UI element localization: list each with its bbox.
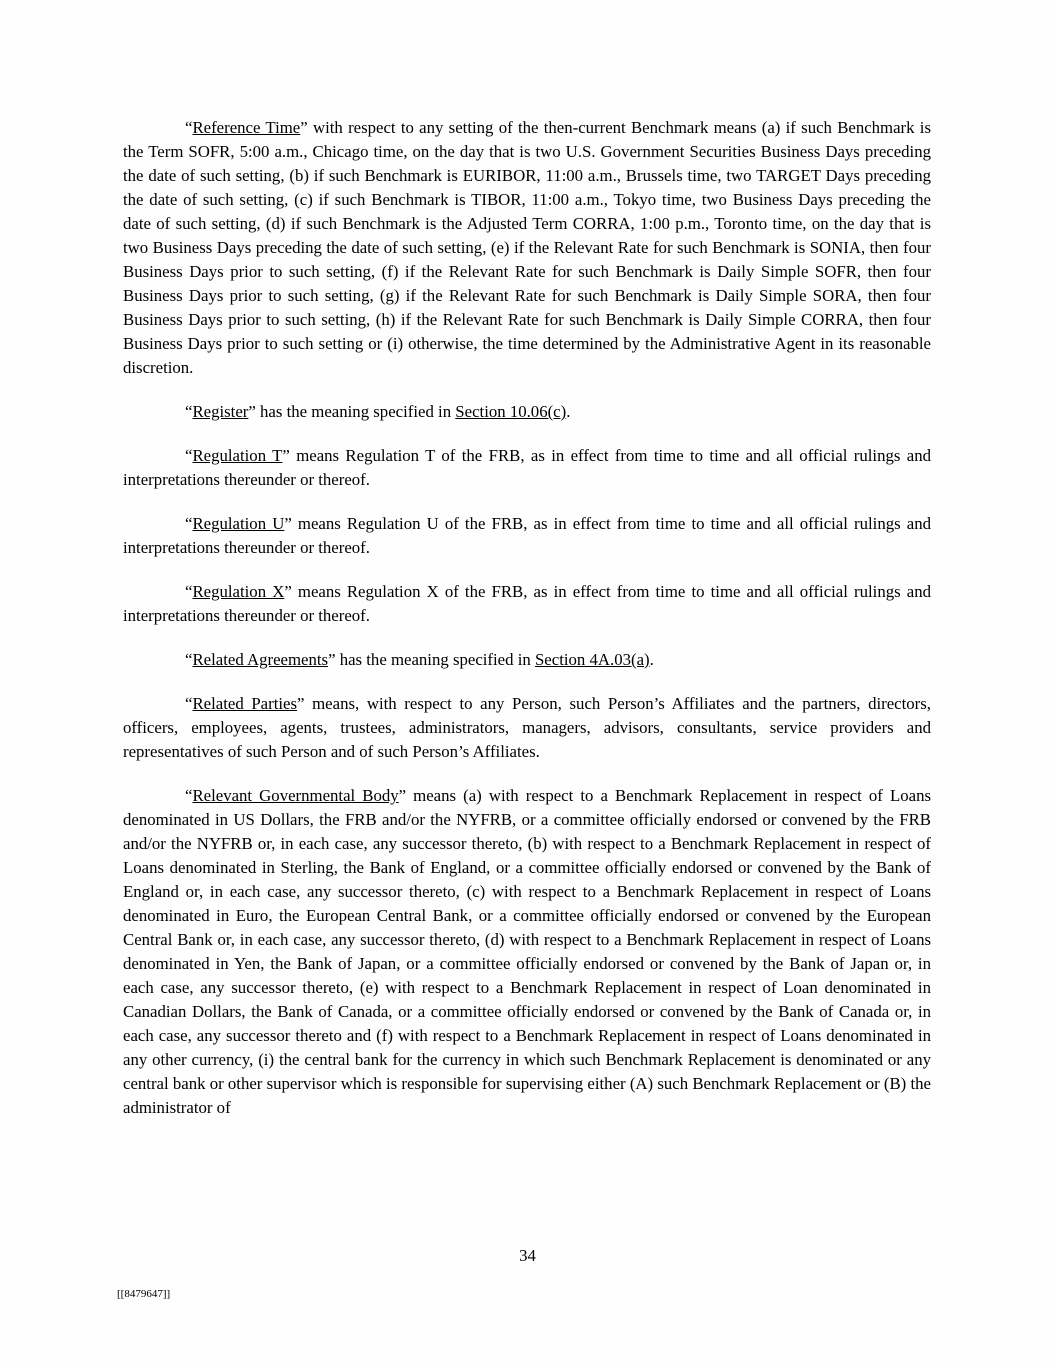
underlined-term: Regulation X: [192, 582, 285, 601]
definition-related-parties: [123, 692, 931, 764]
text-run: “: [185, 582, 193, 601]
text-run: “: [185, 402, 193, 421]
underlined-term: Register: [192, 402, 249, 421]
underlined-term: Related Agreements: [192, 650, 329, 669]
underlined-term: Regulation U: [192, 514, 285, 533]
text-run: ” means Regulation X of the FRB, as in effect from time to time and all official rulings and interpretations thereunder or thereof.: [123, 582, 931, 625]
document-id-tag: [[8479647]]: [117, 1288, 171, 1300]
text-run: “: [185, 786, 193, 805]
text-run: “: [185, 514, 193, 533]
underlined-term: Section 10.06(c): [455, 402, 567, 421]
definition-related-agreements: [123, 648, 931, 672]
document-body: [123, 116, 931, 1140]
text-run: ” with respect to any setting of the then-current Benchmark means (a) if such Benchmark is the Term SOFR, 5:00 a.m., Chicago time, on the day that is two U.S. Government Securities Business Days preceding the date of such setting, (b) if such Benchmark is EURIBOR, 11:00 a.m., Brussels time, two TARGET Days preceding the date of such setting, (c) if such Benchmark is TIBOR, 11:00 a.m., Tokyo time, two Business Days preceding the date of such setting, (d) if such Benchmark is the Adjusted Term CORRA, 1:00 p.m., Toronto time, on the day that is two Business Days preceding the date of such setting, (e) if the Relevant Rate for such Benchmark is SONIA, then four Business Days prior to such setting, (f) if the Relevant Rate for such Benchmark is Daily Simple SOFR, then four Business Days prior to such setting, (g) if the Relevant Rate for such Benchmark is Daily Simple SORA, then four Business Days prior to such setting, (h) if the Relevant Rate for such Benchmark is Daily Simple CORRA, then four Business Days prior to such setting or (i) otherwise, the time determined by the Administrative Agent in its reasonable discretion.: [123, 118, 932, 377]
definition-regulation-u: [123, 512, 931, 560]
underlined-term: Related Parties: [192, 694, 298, 713]
definition-relevant-governmental-body: [123, 784, 931, 1120]
text-run: ” has the meaning specified in: [248, 402, 456, 421]
underlined-term: Section 4A.03(a): [534, 650, 650, 669]
text-run: .: [649, 650, 654, 669]
text-run: .: [566, 402, 571, 421]
text-run: ” means Regulation U of the FRB, as in effect from time to time and all official rulings and interpretations thereunder or thereof.: [123, 514, 931, 557]
text-run: ” means (a) with respect to a Benchmark Replacement in respect of Loans denominated in US Dollars, the FRB and/or the NYFRB, or a committee officially endorsed or convened by the FRB and/or the NYFRB or, in each case, any successor thereto, (b) with respect to a Benchmark Replacement in respect of Loans denominated in Sterling, the Bank of England, or a committee officially endorsed or convened by the Bank of England or, in each case, any successor thereto, (c) with respect to a Benchmark Replacement in respect of Loans denominated in Euro, the European Central Bank, or a committee officially endorsed or convened by the European Central Bank or, in each case, any successor thereto, (d) with respect to a Benchmark Replacement in respect of Loans denominated in Yen, the Bank of Japan, or a committee officially endorsed or convened by the Bank of Japan or, in each case, any successor thereto, (e) with respect to a Benchmark Replacement in respect of Loan denominated in Canadian Dollars, the Bank of Canada, or a committee officially endorsed or convened by the Bank of Canada or, in each case, any successor thereto and (f) with respect to a Benchmark Replacement in respect of Loans denominated in any other currency, (i) the central bank for the currency in which such Benchmark Replacement is denominated or any central bank or other supervisor which is responsible for supervising either (A) such Benchmark Replacement or (B) the administrator of: [123, 786, 931, 1117]
text-run: ” has the meaning specified in: [328, 650, 535, 669]
definition-regulation-t: [123, 444, 931, 492]
text-run: “: [185, 446, 193, 465]
definition-register: [123, 400, 931, 424]
text-run: “: [185, 650, 193, 669]
definition-regulation-x: [123, 580, 931, 628]
underlined-term: Regulation T: [192, 446, 283, 465]
underlined-term: Reference Time: [192, 118, 301, 137]
page-number: 34: [519, 1246, 536, 1265]
text-run: ” means Regulation T of the FRB, as in effect from time to time and all official rulings and interpretations thereunder or thereof.: [123, 446, 931, 489]
text-run: ” means, with respect to any Person, such Person’s Affiliates and the partners, directors, officers, employees, agents, trustees, administrators, managers, advisors, consultants, service providers and representatives of such Person and of such Person’s Affiliates.: [123, 694, 931, 761]
underlined-term: Relevant Governmental Body: [192, 786, 399, 805]
text-run: “: [185, 118, 193, 137]
definition-reference-time: [123, 116, 931, 380]
text-run: “: [185, 694, 193, 713]
